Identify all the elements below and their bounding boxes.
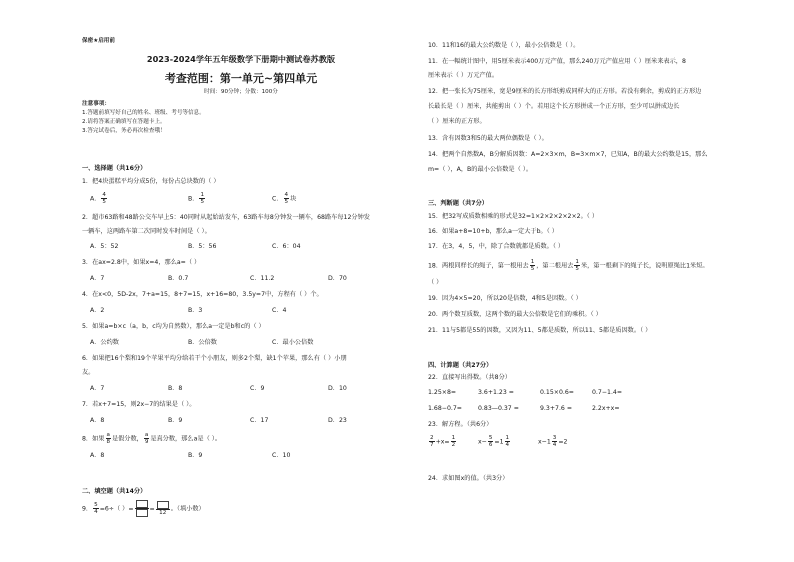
q2-option-b: B．5：56 <box>188 243 217 250</box>
question-15: 15．把32写成质数相乘的形式是32=1×2×2×2×2×2。（ ） <box>428 213 599 220</box>
note-item: 2.请将答案正确填写在答题卡上。 <box>82 119 166 125</box>
q3-option-a: A．7 <box>90 275 105 282</box>
question-6-line1: 6．如果把16个梨和19个苹果平均分给若干个小朋友，则多2个梨，缺1个苹果，那么有（ ）小朋 <box>82 355 347 362</box>
section1-heading: 一、选择题（共16分） <box>82 165 147 172</box>
note-item: 1.答题前填写好自己的姓名、班级、考号等信息。 <box>82 110 205 116</box>
calc-item: 1.25×8= <box>428 389 457 396</box>
blank-box[interactable] <box>157 501 169 509</box>
time-score: 时间：90分钟；分数：100分 <box>204 89 278 95</box>
question-17: 17．在3，4，5，中，除了合数就都是质数。（ ） <box>428 243 565 250</box>
question-7: 7．若x+7=15，则2x−7的结果是（ ）。 <box>82 401 196 408</box>
question-9: 9． $\frac{5}{4}$ =6÷（ ）= = 12 。（填小数） <box>82 502 205 516</box>
question-18: 18．两根同样长的绳子，第一根用去 $\frac{1}{5}$ ，第二根用去 $\frac{1}{5}$ 米，第一根剩下的绳子长，说明原绳比1米短。 <box>428 259 709 272</box>
question-6-line2: 友。 <box>82 369 95 376</box>
question-23: 23．解方程。（共6分） <box>428 421 493 428</box>
q2-option-a: A．5：52 <box>90 243 119 250</box>
q4-option-c: C．4 <box>272 307 287 314</box>
question-16: 16．如果a+8=10+b，那么a一定大于b。（ ） <box>428 228 558 235</box>
q7-option-c: C．17 <box>250 417 269 424</box>
left-column <box>82 0 400 562</box>
q5-option-b: B．公倍数 <box>188 339 217 346</box>
question-10: 10．11和16的最大公约数是（ ），最小公倍数是（ ）。 <box>428 42 580 49</box>
q7-option-b: B．9 <box>168 417 183 424</box>
q1-option-b: B． $\frac{1}{5}$ <box>188 192 204 205</box>
q4-option-b: B．3 <box>188 307 203 314</box>
q2-option-c: C．6：04 <box>272 243 301 250</box>
question-24: 24．求如图x的值。（共3分） <box>428 475 509 482</box>
calc-item: 0.83—0.37 = <box>478 405 519 412</box>
right-column <box>428 0 768 562</box>
question-3: 3．在ax=2.8中，如果x=4，那么a=（ ） <box>82 259 201 266</box>
calc-item: 2.2x+x= <box>592 405 620 412</box>
q5-option-c: C．最小公倍数 <box>272 339 314 346</box>
question-19: 19．因为4×5=20，所以20是倍数，4和5是因数。（ ） <box>428 295 582 302</box>
question-21: 21．11与5都是55的因数，又因为11、5都是质数，所以11、5都是质因数。（ ） <box>428 327 652 334</box>
secret-label: 保密★启用前 <box>82 38 115 44</box>
q4-option-a: A．2 <box>90 307 105 314</box>
q3-option-c: C．11.2 <box>250 275 275 282</box>
question-5: 5．如果a=b×c（a，b，c均为自然数），那么a一定是b和c的（ ） <box>82 323 265 330</box>
calc-item: 0.15×0.6= <box>540 389 574 396</box>
blank-box[interactable] <box>136 509 148 517</box>
question-13: 13．含有因数3和5的最大两位偶数是（ ）。 <box>428 135 548 142</box>
calc-item: 1.68−0.7= <box>428 405 462 412</box>
question-11-line1: 11．在一幅统计图中，用5厘米表示400万元产值，那么240万元产值应用（ ）厘米来表示，8 <box>428 58 686 65</box>
q3-option-b: B．0.7 <box>168 275 189 282</box>
q6-option-d: D．10 <box>328 385 347 392</box>
section4-heading: 四、计算题（共27分） <box>428 362 493 369</box>
q8-option-c: C．10 <box>272 452 291 459</box>
q8-option-a: A．8 <box>90 452 105 459</box>
question-11-line2: 厘米表示（ ）万元产值。 <box>428 72 499 79</box>
equation-2: x− $\frac{5}{6}$ =1 $\frac{1}{4}$ <box>478 435 510 448</box>
q1-option-c: C． $\frac{4}{5}$ 块 <box>272 192 297 205</box>
question-8: 8．如果 $\frac{a}{8}$ 是假分数， $\frac{a}{9}$ 是真分数，那么a是（ ）。 <box>82 432 222 445</box>
equation-3: x−1 $\frac{3}{4}$ =2 <box>538 435 568 448</box>
exam-scope: 考查范围：第一单元~第四单元 <box>164 72 318 85</box>
q3-option-d: D．70 <box>328 275 347 282</box>
q7-option-a: A．8 <box>90 417 105 424</box>
equation-1: $\frac{2}{7}$ +x= $\frac{1}{2}$ <box>430 435 456 448</box>
calc-item: 9.3+7.6 = <box>540 405 573 412</box>
question-20: 20．两个数互质数，这两个数的最大公倍数是它们的乘积。（ ） <box>428 311 602 318</box>
calc-item: 3.6+1.23 = <box>478 389 514 396</box>
question-12-line3: （ ）厘米的正方形。 <box>428 118 486 125</box>
question-4: 4．在x<0，5D-2x，7+a=15，8+7=15，x+16=80，3.5y=7中，方程有（ ）个。 <box>82 291 323 298</box>
blank-box[interactable] <box>136 500 148 508</box>
notes-heading: 注意事项： <box>82 101 110 107</box>
q8-option-b: B．9 <box>188 452 203 459</box>
exam-title: 2023-2024学年五年级数学下册期中测试卷苏教版 <box>146 54 336 64</box>
calc-item: 0.7−1.4= <box>592 389 623 396</box>
question-18-line2: （ ） <box>428 279 443 286</box>
q7-option-d: D．23 <box>328 417 347 424</box>
question-12-line2: 长最长是（ ）厘米，共能剪出（ ）个。若用这个长方形拼成一个正方形，至少可以拼成边长 <box>428 103 680 110</box>
q6-option-c: C．9 <box>250 385 265 392</box>
question-2-line1: 2．超市63路和48路公交车早上5：40同时从起始站发车，63路车每8分钟发一辆车，68路车每12分钟发 <box>82 214 370 221</box>
question-2-line2: 一辆车，这两路车第二次同时发车时间是（ ）。 <box>82 228 211 235</box>
q5-option-a: A．公约数 <box>90 339 119 346</box>
q6-option-b: B．8 <box>168 385 183 392</box>
question-14-line2: m=（ ），A，B的最小公倍数是（ ）。 <box>428 166 533 173</box>
question-12-line1: 12．把一张长为75厘米，宽是9厘米的长方形纸剪成同样大的正方形。若没有剩余，剪成的正方形边 <box>428 88 702 95</box>
note-item: 3.答完试卷后，务必再次检查哦！ <box>82 128 166 134</box>
question-1: 1．把4块蛋糕平均分成5份，每份占总块数的（ ） <box>82 178 220 185</box>
section3-heading: 三、判断题（共7分） <box>428 200 488 207</box>
question-14-line1: 14．把两个自然数A，B分解质因数：A=2×3×m，B=3×m×7，已知A，B的最大公约数是15，那么 <box>428 151 708 158</box>
section2-heading: 二、填空题（共14分） <box>82 488 147 495</box>
q6-option-a: A．7 <box>90 385 105 392</box>
question-22: 22．直接写出得数。（共8分） <box>428 374 511 381</box>
q1-option-a: A． $\frac{4}{5}$ <box>90 192 106 205</box>
